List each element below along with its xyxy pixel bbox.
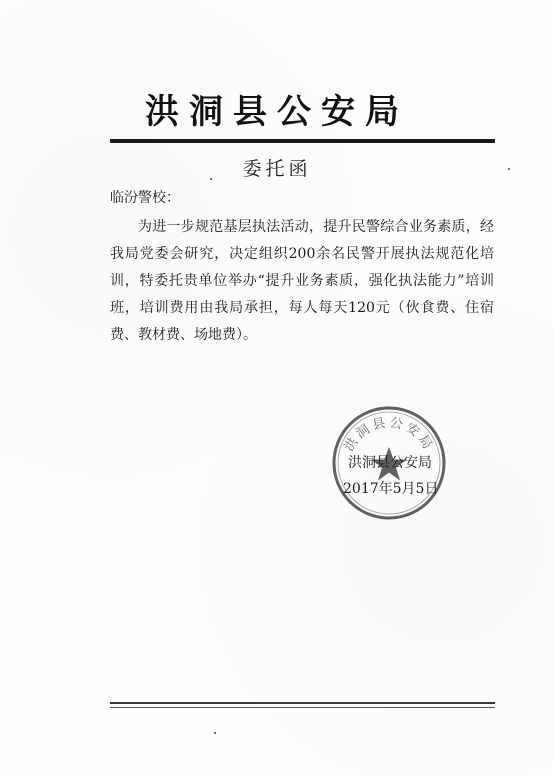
- footer-divider-bottom: [110, 707, 495, 708]
- header-divider: [110, 139, 495, 143]
- document-type-title: 委托函: [242, 158, 312, 180]
- signature-date: 2017年5月5日: [343, 481, 439, 497]
- signature-org: 洪洞县公安局: [348, 455, 432, 471]
- org-title: 洪洞县公安局: [145, 92, 409, 132]
- letter-body: [110, 214, 494, 349]
- svg-text:洪洞县公安局: 洪洞县公安局: [341, 415, 437, 455]
- scan-speck: [214, 732, 216, 734]
- scan-speck: [210, 178, 212, 180]
- footer-divider-top: [110, 702, 495, 704]
- recipient-line: 临汾警校：: [110, 190, 180, 206]
- scan-speck: [508, 168, 510, 170]
- body-paragraph: 为进一步规范基层执法活动，提升民警综合业务素质，经我局党委会研究，决定组织200余名民警开展执法规范化培训，特委托贵单位举办“提升业务素质，强化执法能力”培训班，培训费用由我局承担，每人每天120元（伙食费、住宿费、教材费、场地费）。: [110, 219, 494, 343]
